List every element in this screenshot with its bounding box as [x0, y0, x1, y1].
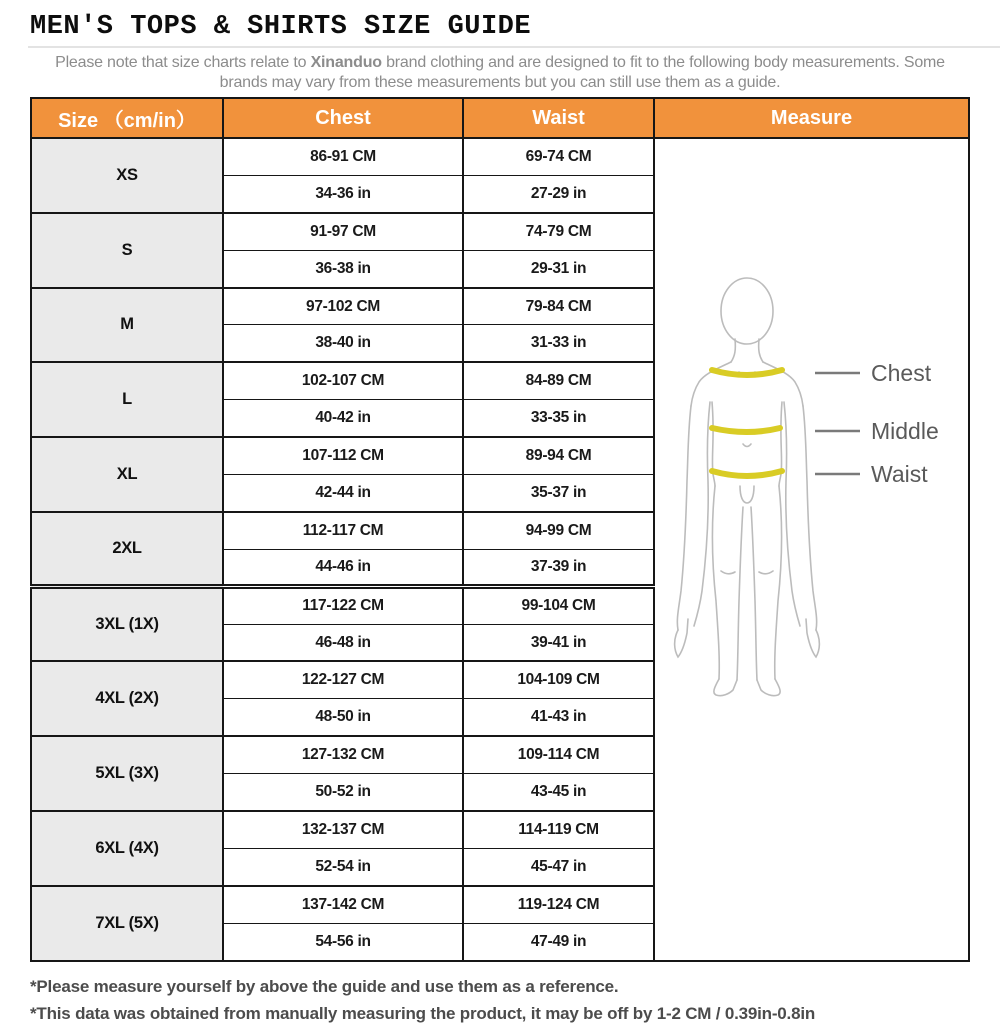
waist-in-cell: 45-47 in [463, 848, 654, 885]
chest-cm-cell: 127-132 CM [223, 736, 463, 773]
subtitle-part2: brand clothing and are designed to fit to the following body measurements. Some brands may vary from these measurements but you can still use them as a guide. [219, 54, 945, 91]
title-divider [28, 46, 1000, 48]
waist-cm-cell: 99-104 CM [463, 587, 654, 624]
waist-in-cell: 41-43 in [463, 699, 654, 736]
waist-cm-cell: 114-119 CM [463, 811, 654, 848]
middle-measure-label: Middle [871, 418, 939, 444]
size-label: 6XL (4X) [31, 811, 223, 886]
chest-in-cell: 44-46 in [223, 549, 463, 586]
footnotes [30, 973, 1000, 1027]
page-title: MEN'S TOPS & SHIRTS SIZE GUIDE [30, 12, 532, 42]
chest-in-cell: 34-36 in [223, 175, 463, 212]
col-header-chest: Chest [223, 98, 463, 138]
chest-cm-cell: 117-122 CM [223, 587, 463, 624]
col-header-size: Size （cm/in） [31, 98, 223, 138]
chest-cm-cell: 102-107 CM [223, 362, 463, 399]
col-header-waist: Waist [463, 98, 654, 138]
chest-in-cell: 52-54 in [223, 848, 463, 885]
waist-in-cell: 47-49 in [463, 923, 654, 960]
waist-in-cell: 27-29 in [463, 175, 654, 212]
waist-in-cell: 29-31 in [463, 250, 654, 287]
waist-in-cell: 35-37 in [463, 475, 654, 512]
measure-callouts [815, 360, 939, 487]
brand-name: Xinanduo [310, 54, 382, 71]
size-label: 7XL (5X) [31, 886, 223, 961]
chest-cm-cell: 97-102 CM [223, 288, 463, 325]
waist-measure-label: Waist [871, 461, 928, 487]
chest-in-cell: 48-50 in [223, 699, 463, 736]
table-row [31, 138, 969, 175]
size-label: M [31, 288, 223, 363]
chest-in-cell: 38-40 in [223, 325, 463, 362]
middle-band-icon [712, 428, 780, 432]
waist-in-cell: 33-35 in [463, 400, 654, 437]
waist-cm-cell: 119-124 CM [463, 886, 654, 923]
footnote-line: *Please measure yourself by above the guide and use them as a reference. [30, 976, 619, 996]
chest-in-cell: 42-44 in [223, 475, 463, 512]
subtitle-note [35, 53, 965, 93]
chest-cm-cell: 122-127 CM [223, 661, 463, 698]
waist-cm-cell: 74-79 CM [463, 213, 654, 250]
measure-illustration-cell [654, 138, 969, 961]
waist-band-icon [712, 471, 782, 476]
table-header-row [31, 98, 969, 138]
size-label: 2XL [31, 512, 223, 587]
male-body-outline-icon [675, 278, 820, 696]
chest-band-icon [712, 370, 782, 375]
waist-in-cell: 37-39 in [463, 549, 654, 586]
waist-in-cell: 31-33 in [463, 325, 654, 362]
chest-measure-label: Chest [871, 360, 932, 386]
subtitle-part1: Please note that size charts relate to [55, 54, 311, 71]
waist-in-cell: 39-41 in [463, 624, 654, 661]
footnote-line: *This data was obtained from manually measuring the product, it may be off by 1-2 CM / 0.39in-0.8in [30, 1003, 816, 1023]
waist-cm-cell: 79-84 CM [463, 288, 654, 325]
waist-cm-cell: 109-114 CM [463, 736, 654, 773]
chest-cm-cell: 107-112 CM [223, 437, 463, 474]
waist-cm-cell: 94-99 CM [463, 512, 654, 549]
size-label: 4XL (2X) [31, 661, 223, 736]
measurement-bands [712, 370, 782, 476]
waist-cm-cell: 84-89 CM [463, 362, 654, 399]
size-label: S [31, 213, 223, 288]
waist-cm-cell: 89-94 CM [463, 437, 654, 474]
body-measure-figure [655, 139, 966, 957]
size-chart-table [30, 97, 970, 962]
chest-in-cell: 54-56 in [223, 923, 463, 960]
chest-in-cell: 50-52 in [223, 774, 463, 811]
chest-in-cell: 46-48 in [223, 624, 463, 661]
size-label: 3XL (1X) [31, 587, 223, 662]
waist-cm-cell: 104-109 CM [463, 661, 654, 698]
chest-in-cell: 36-38 in [223, 250, 463, 287]
col-header-measure: Measure [654, 98, 969, 138]
chest-cm-cell: 112-117 CM [223, 512, 463, 549]
waist-in-cell: 43-45 in [463, 774, 654, 811]
chest-cm-cell: 86-91 CM [223, 138, 463, 175]
size-label: XS [31, 138, 223, 213]
size-label: 5XL (3X) [31, 736, 223, 811]
size-label: XL [31, 437, 223, 512]
size-label: L [31, 362, 223, 437]
chest-cm-cell: 137-142 CM [223, 886, 463, 923]
chest-cm-cell: 91-97 CM [223, 213, 463, 250]
chest-cm-cell: 132-137 CM [223, 811, 463, 848]
waist-cm-cell: 69-74 CM [463, 138, 654, 175]
chest-in-cell: 40-42 in [223, 400, 463, 437]
